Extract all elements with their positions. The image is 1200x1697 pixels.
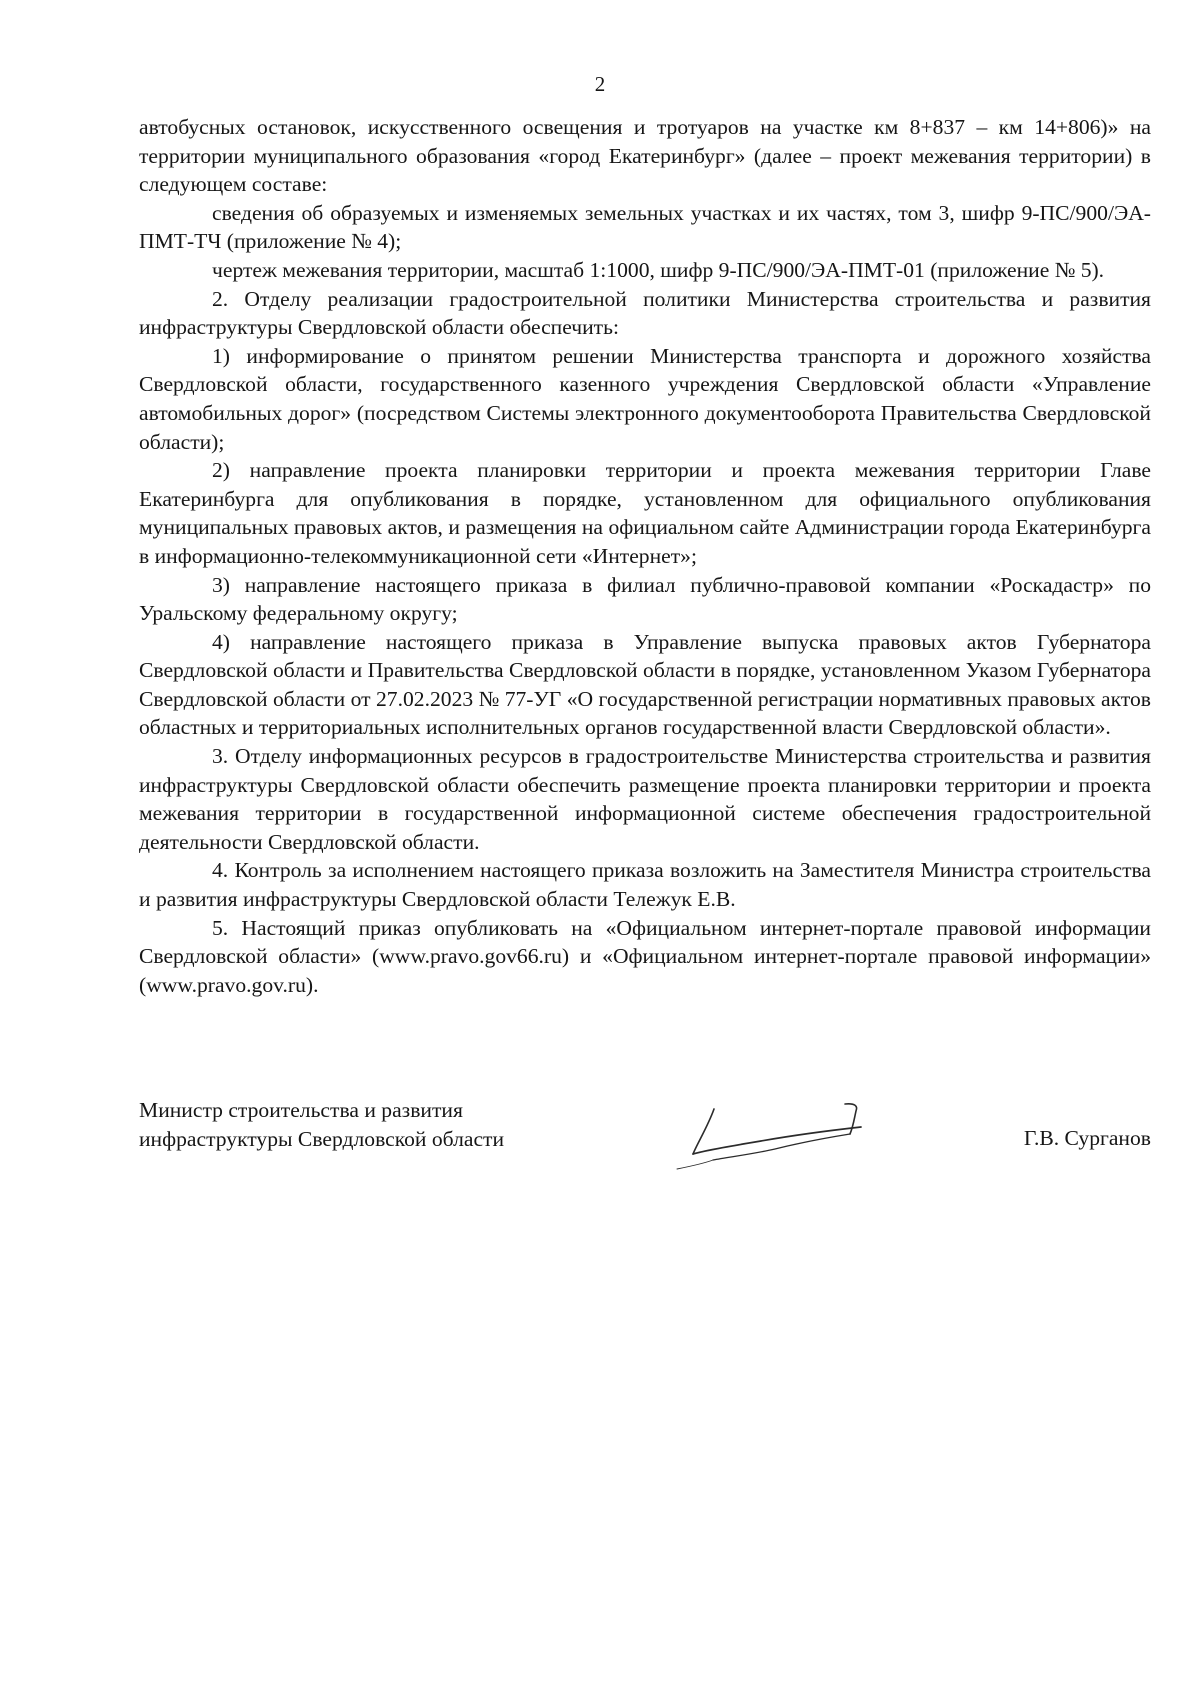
paragraph-appendix-5: чертеж межевания территории, масштаб 1:1000, шифр 9-ПС/900/ЭА-ПМТ-01 (приложение № 5). <box>212 257 1105 282</box>
signer-title-line-1: Министр строительства и развития <box>139 1098 463 1122</box>
paragraph-item-2: 2. Отделу реализации градостроительной политики Министерства строительства и развития инфраструктуры Свердловской области обеспечить: <box>139 286 1151 340</box>
paragraph-item-2-4: 4) направление настоящего приказа в Управление выпуска правовых актов Губернатора Свердловской области и Правительства Свердловской области в порядке, установленном Указом Губернатора Свердловской области от 27.02.2023 № 77-УГ «О государственной регистрации нормативных правовых актов областных и территориальных исполнительных органов государственной власти Свердловской области». <box>139 629 1151 740</box>
signature-block <box>139 1096 1151 1236</box>
signer-name: Г.В. Сурганов <box>1023 1126 1151 1150</box>
paragraph-item-2-1: 1) информирование о принятом решении Министерства транспорта и дорожного хозяйства Свердловской области, государственного казенного учреждения Свердловской области «Управление автомобильных дорог» (посредством Системы электронного документооборота Правительства Свердловской области); <box>139 343 1151 454</box>
handwritten-signature <box>659 1096 889 1206</box>
paragraph-item-3: 3. Отделу информационных ресурсов в градостроительстве Министерства строительства и развития инфраструктуры Свердловской области обеспечить размещение проекта планировки территории и проекта межевания территории в государственной информационной системе обеспечения градостроительной деятельности Свердловской области. <box>139 744 1151 854</box>
page-number: 2 <box>594 72 606 96</box>
document-body <box>139 113 1151 999</box>
paragraph-item-4: 4. Контроль за исполнением настоящего приказа возложить на Заместителя Министра строительства и развития инфраструктуры Свердловской области Тележук Е.В. <box>139 858 1151 912</box>
paragraph-item-2-2: 2) направление проекта планировки территории и проекта межевания территории Главе Екатеринбурга для опубликования в порядке, установленном для официального опубликования муниципальных правовых актов, и размещения на официальном сайте Администрации города Екатеринбурга в информационно-телекоммуникационной сети «Интернет»; <box>139 458 1151 568</box>
signer-title <box>139 1096 504 1153</box>
paragraph-item-2-3: 3) направление настоящего приказа в филиал публично-правовой компании «Роскадастр» по Уральскому федеральному округу; <box>139 572 1151 626</box>
signer-title-line-2: инфраструктуры Свердловской области <box>139 1126 505 1151</box>
paragraph-intro-continuation: автобусных остановок, искусственного освещения и тротуаров на участке км 8+837 – км 14+806)» на территории муниципального образования «город Екатеринбург» (далее – проект межевания территории) в следующем составе: <box>139 115 1151 197</box>
paragraph-item-5: 5. Настоящий приказ опубликовать на «Официальном интернет-портале правовой информации Свердловской области» (www.pravo.gov66.ru) и «Официальном интернет-портале правовой информации» (www.pravo.gov.ru). <box>139 915 1151 997</box>
paragraph-appendix-4: сведения об образуемых и изменяемых земельных участках и их частях, том 3, шифр 9-ПС/900/ЭА-ПМТ-ТЧ (приложение № 4); <box>139 200 1151 254</box>
